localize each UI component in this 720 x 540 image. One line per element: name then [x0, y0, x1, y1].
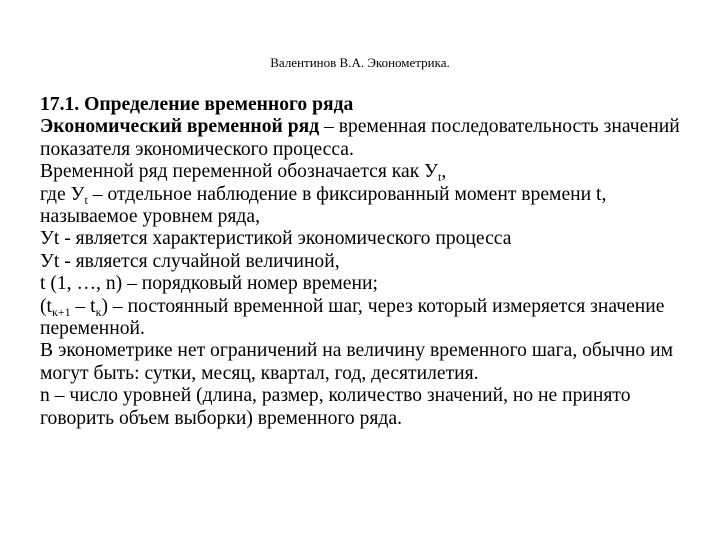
subscript-t: t — [84, 192, 88, 207]
subscript-k1: к+1 — [51, 304, 71, 319]
definition-text: – временная последовательность значений показателя экономического процесса. — [40, 116, 680, 160]
definition-paragraph — [40, 116, 700, 161]
time-index-line: t (1, …, n) – порядковый номер времени; — [40, 273, 378, 295]
slide-header: Валентинов В.А. Эконометрика. — [270, 55, 450, 70]
time-step-line — [40, 296, 700, 341]
slide-content — [40, 94, 700, 430]
definition-term: Экономический временной ряд — [40, 116, 320, 138]
random-line: Уt - является случайной величиной, — [40, 250, 340, 272]
characteristic-line: Уt - является характеристикой экономического процесса — [40, 228, 512, 250]
step-text: ) – постоянный временной шаг, через который измеряется значение переменной. — [40, 295, 665, 340]
observation-text: – отдельное наблюдение в фиксированный момент времени t, называемое уровнем ряда, — [40, 183, 607, 228]
observation-line — [40, 184, 700, 229]
notation-comma: , — [441, 161, 447, 183]
section-heading: 17.1. Определение временного ряда — [40, 94, 354, 115]
subscript-t: t — [437, 170, 442, 185]
notation-line — [40, 161, 700, 183]
step-mid: – t — [70, 295, 96, 317]
subscript-k: к — [95, 304, 102, 319]
levels-line: n – число уровней (длина, размер, количество значений, но не принято говорить объем выборки) временного ряда. — [40, 385, 631, 429]
notation-text: Временной ряд переменной обозначается как У — [40, 161, 438, 183]
step-open: (t — [40, 295, 52, 317]
observation-prefix: где У — [40, 183, 85, 205]
econometrics-line: В эконометрике нет ограничений на величину временного шага, обычно им могут быть: сутки, месяц, квартал, год, десятилетия. — [40, 340, 673, 384]
